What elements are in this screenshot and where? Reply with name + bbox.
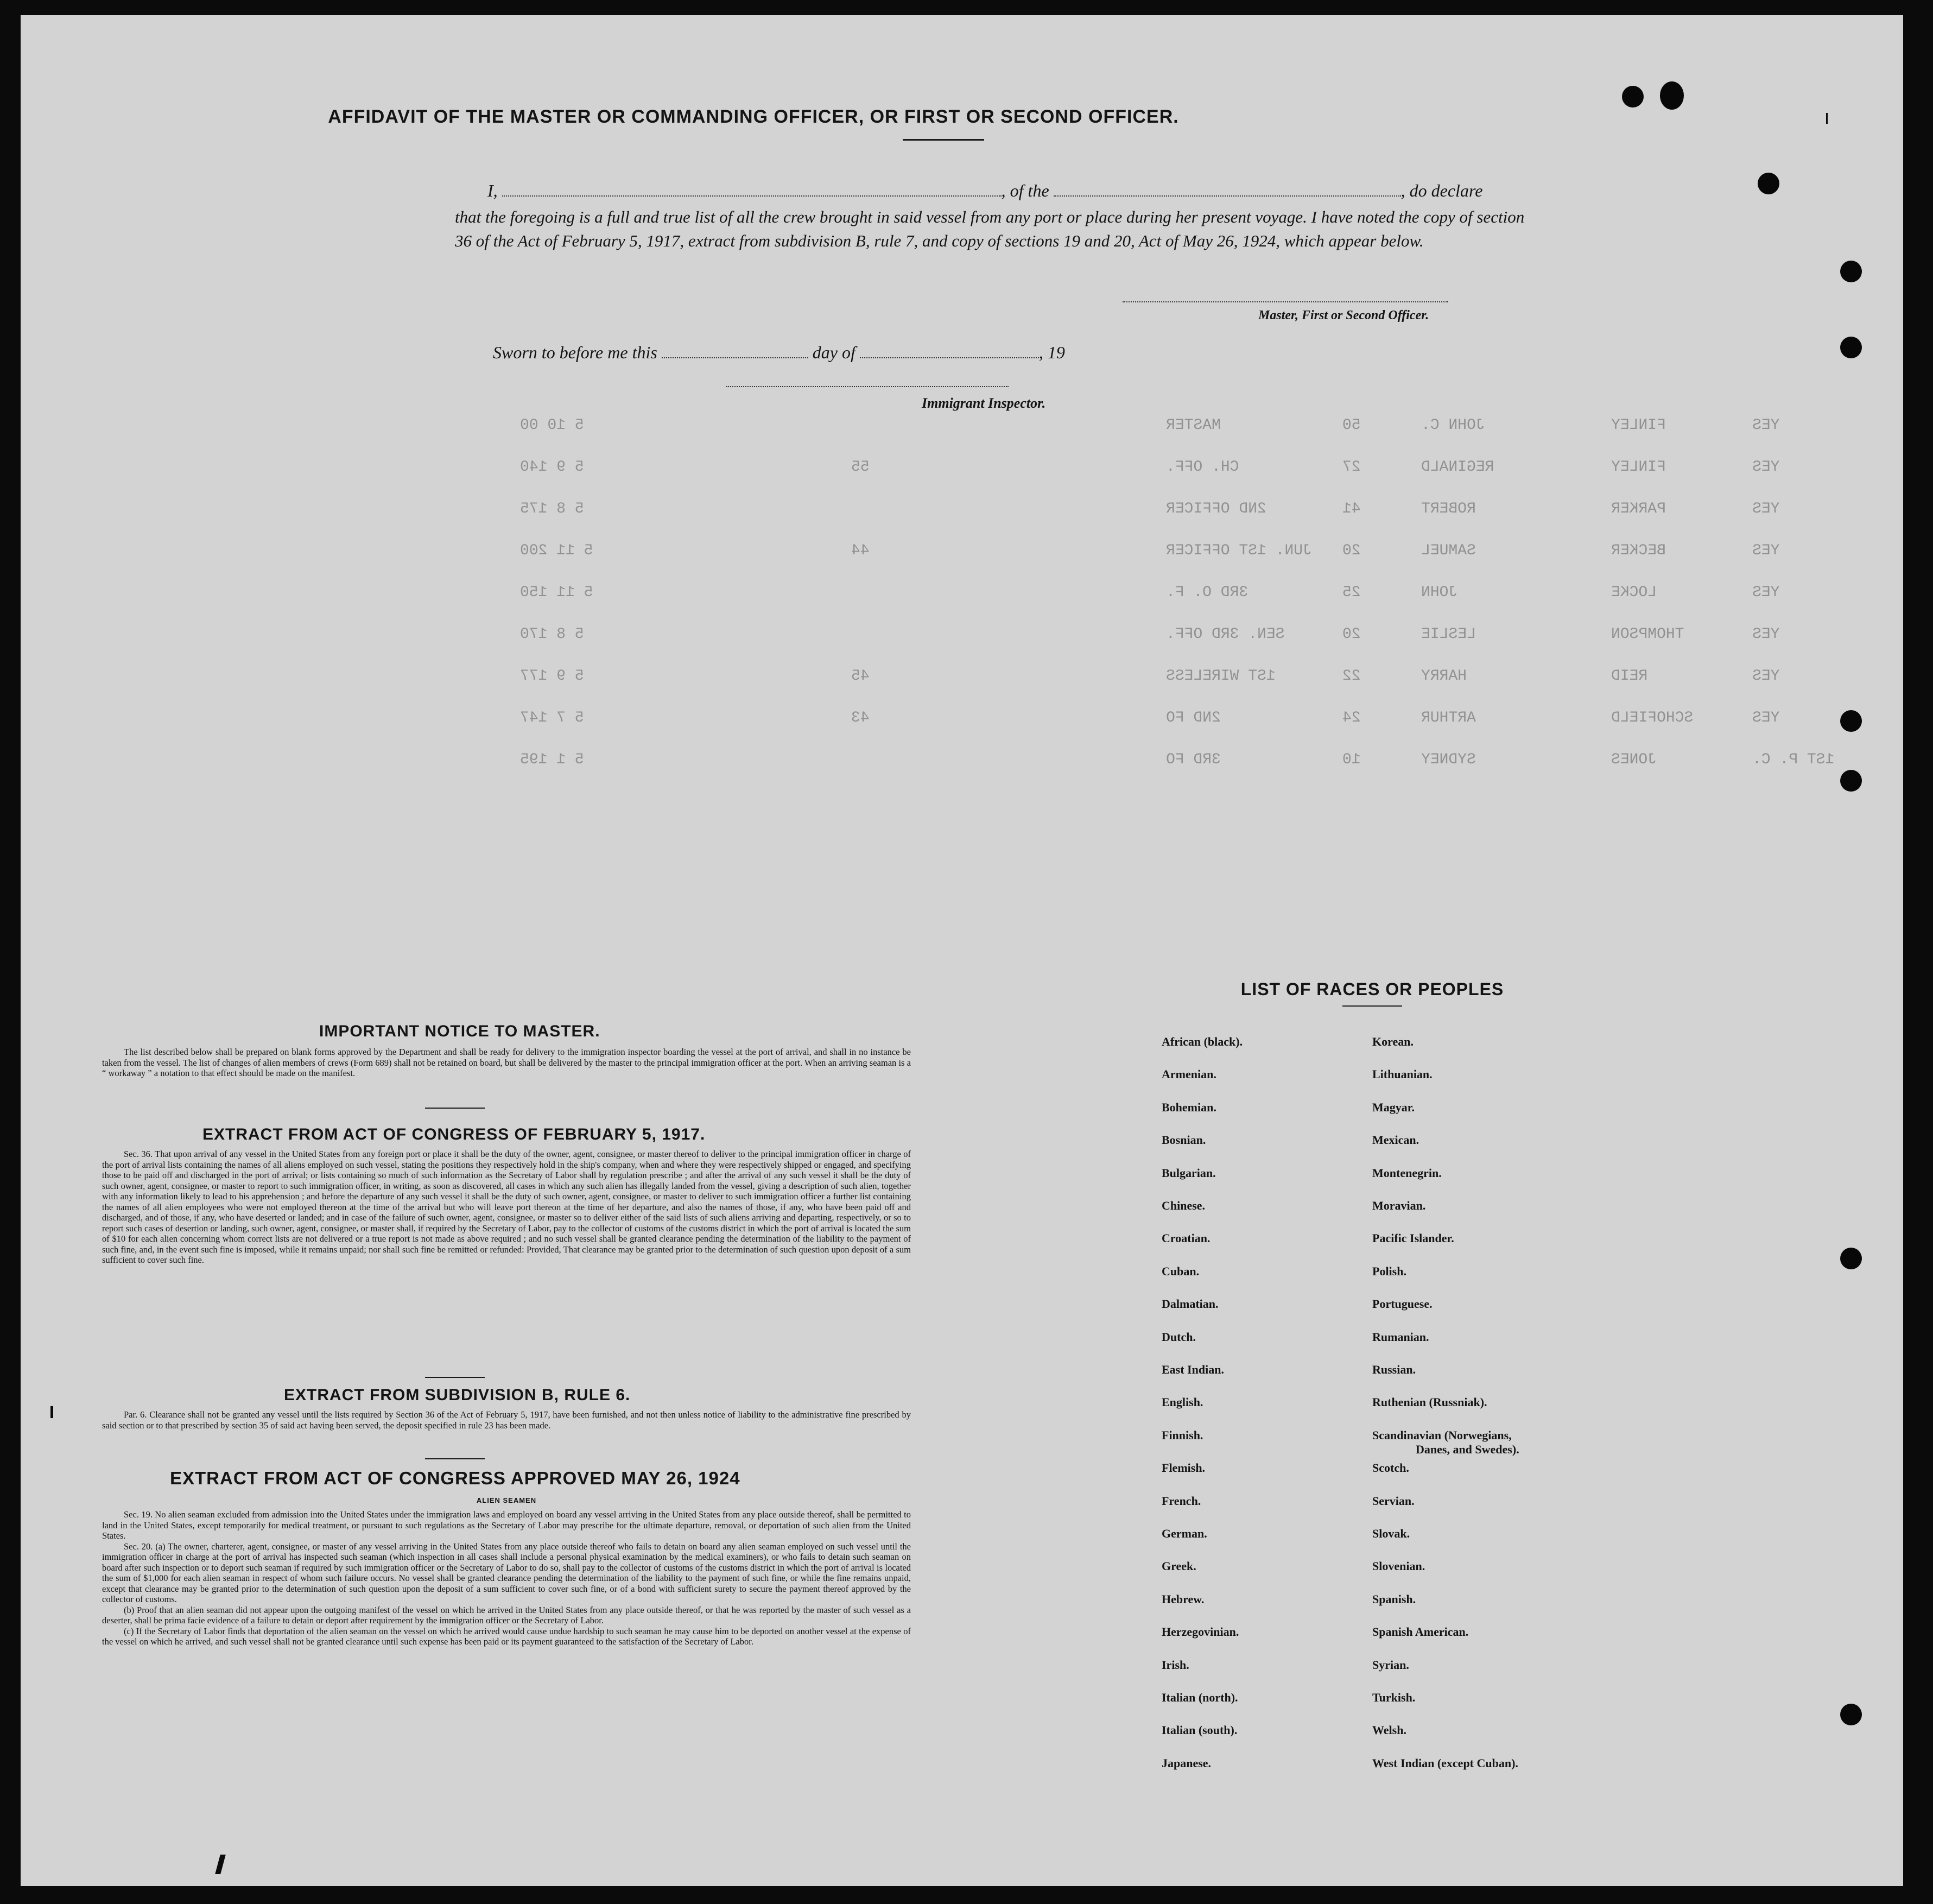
act-1917-paragraph: Sec. 36. That upon arrival of any vessel in the United States from any foreign port or place it shall be the duty of the owner, agent, consignee, or master thereof to deliver to the principal immigration officer in charge of the port of arrival lists containing the names of all aliens employed on such vessel, stating the positions they respectively hold in the ship's company, when and where they were respectively shipped or engaged, and specifying those to be paid off and discharged in the port of arrival; or lists containing so much of such information as the Secretary of Labor shall by regulation prescribe ; and after the arrival of any such vessel it shall be the duty of such owner, agent, consignee, or master to report to such immigration officer, in writing, as soon as discovered, all cases in which any such alien has illegally landed from the vessel, giving a description of such alien, together with any information likely to lead to his apprehension ; and before the departure of any such vessel it shall be the duty of such owner, agent, consignee, or master to deliver to such immigration officer a further list containing the names of all alien employees who were not employed thereon at the time of the arrival but who will leave port thereon at the time of her departure, and also the names of those, if any, who have been paid off and discharged, and of those, if any, who have deserted or landed; and in case of the failure of such owner, agent, consignee, or master so to deliver either of the said lists of such aliens arriving and departing, respectively, or so to report such cases of desertion or landing, such owner, agent, consignee, or master shall, if required by the Secretary of Labor, pay to the collector of customs of the customs district in which the port of arrival is located the sum of $10 for each alien concerning whom correct lists are not delivered or a true report is not made as above required ; and no such vessel shall be granted clearance pending the determination of the liability to the payment of such fine, and, in the event such fine is imposed, while it remains unpaid; nor shall such fine be remitted or refunded: Provided, That clearance may be granted prior to the determination of such question upon deposit of a sum sufficient to cover such fine. [102, 1149, 911, 1265]
act-1924-sec-20a: Sec. 20. (a) The owner, charterer, agent, consignee, or master of any vessel arriving in the United States from any place outside thereof who fails to detain on board any alien seaman employed on such vessel until the immigration officer in charge at the port of arrival has inspected such seaman (which inspection in all cases shall include a personal physical examination by the medical examiners), or who fails to detain such seaman on board after such inspection or to deport such seaman if required by such immigration officer or the Secretary of Labor to do so, shall pay to the collector of customs of the customs district in which the port of arrival is located the sum of $1,000 for each alien seaman in respect of whom such failure occurs. No vessel shall be granted clearance pending the determination of the liability to the payment of such fine, or while the fine remains unpaid, except that clearance may be granted prior to the determination of such question upon the deposit of a sum sufficient to cover such fine, or of a bond with sufficient surety to secure the payment thereof approved by the collector of customs. [102, 1541, 911, 1604]
bleed-through-cell: FINLEY [1611, 417, 1666, 434]
race-item: German. [1162, 1527, 1207, 1540]
race-item: Italian (north). [1162, 1691, 1238, 1704]
bleed-through-cell: YES [1752, 417, 1780, 434]
bleed-through-cell: 25 [1342, 584, 1361, 601]
ink-mark [50, 1406, 53, 1418]
bleed-through-cell: 43 [851, 710, 870, 726]
race-item: Spanish American. [1372, 1625, 1469, 1639]
bleed-through-cell: ARTHUR [1421, 710, 1476, 726]
declaration-of-the: , of the [1001, 181, 1049, 200]
day-blank-field[interactable] [662, 357, 808, 358]
punch-hole [1758, 173, 1779, 194]
bleed-through-cell: SYDNEY [1421, 751, 1476, 768]
race-item: Slovak. [1372, 1527, 1410, 1540]
race-item: Polish. [1372, 1264, 1406, 1278]
punch-hole [1840, 337, 1862, 358]
bleed-through-cell: YES [1752, 542, 1780, 559]
bleed-through-cell: SEN. 3RD OFF. [1166, 626, 1285, 643]
bleed-through-cell: JOHN C. [1421, 417, 1485, 434]
race-item: Syrian. [1372, 1658, 1409, 1672]
sworn-day-of: day of [812, 343, 855, 362]
race-item: Bosnian. [1162, 1133, 1206, 1147]
bleed-through-cell: 5 9 140 [520, 459, 584, 476]
bleed-through-cell: 3RD FO [1166, 751, 1221, 768]
punch-hole [1622, 86, 1644, 107]
bleed-through-cell: 5 11 200 [520, 542, 593, 559]
punch-hole [1840, 710, 1862, 732]
bleed-through-cell: YES [1752, 501, 1780, 517]
month-blank-field[interactable] [860, 357, 1039, 358]
bleed-through-cell: 5 11 150 [520, 584, 593, 601]
rule-6-text [102, 1409, 911, 1431]
race-item: Bohemian. [1162, 1100, 1216, 1114]
bleed-through-cell: REGINALD [1421, 459, 1494, 476]
punch-hole [1840, 261, 1862, 282]
signature-blank-field[interactable] [1123, 301, 1448, 302]
race-item: Mexican. [1372, 1133, 1419, 1147]
bleed-through-cell: LESLIE [1421, 626, 1476, 643]
notice-text [102, 1047, 911, 1079]
bleed-through-cell: 24 [1342, 710, 1361, 726]
bleed-through-cell: 41 [1342, 501, 1361, 517]
bleed-through-cell: JONES [1611, 751, 1657, 768]
bleed-through-cell: YES [1752, 459, 1780, 476]
race-item: Slovenian. [1372, 1559, 1425, 1573]
race-item: Scandinavian (Norwegians, [1372, 1428, 1512, 1442]
sworn-prefix: Sworn to before me this [493, 343, 657, 362]
bleed-through-cell: PARKER [1611, 501, 1666, 517]
bleed-through-cell: 2ND OFFICER [1166, 501, 1266, 517]
punch-hole [1660, 81, 1684, 110]
race-item: Chinese. [1162, 1199, 1206, 1212]
manifest-page [21, 15, 1903, 1886]
vessel-blank-field[interactable] [1054, 195, 1401, 197]
affidavit-title: AFFIDAVIT OF THE MASTER OR COMMANDING OFFICER, OR FIRST OR SECOND OFFICER. [328, 106, 1179, 127]
punch-hole [1840, 1248, 1862, 1269]
bleed-through-cell: 20 [1342, 626, 1361, 643]
bleed-through-cell: YES [1752, 626, 1780, 643]
bleed-through-cell: ROBERT [1421, 501, 1476, 517]
bleed-through-cell: 1ST P. C. [1752, 751, 1835, 768]
race-item: Lithuanian. [1372, 1067, 1433, 1081]
bleed-through-cell: CH. OFF. [1166, 459, 1239, 476]
bleed-through-cell: MASTER [1166, 417, 1221, 434]
race-item: Welsh. [1372, 1723, 1406, 1737]
bleed-through-cell: 3RD O. F. [1166, 584, 1248, 601]
act-1924-sec-19: Sec. 19. No alien seaman excluded from admission into the United States under the immigration laws and employed on board any vessel arriving in the United States from any place outside thereof, shall be permitted to land in the United States, except temporarily for medical treatment, or pursuant to such regulations as the Secretary of Labor may prescribe for the ultimate departure, removal, or deportation of such alien from the United States. [102, 1509, 911, 1541]
declaration-i: I, [487, 181, 498, 200]
bleed-through-cell: 5 9 177 [520, 668, 584, 685]
race-item: West Indian (except Cuban). [1372, 1756, 1518, 1770]
race-item: Portuguese. [1372, 1297, 1433, 1311]
race-item: Ruthenian (Russniak). [1372, 1395, 1487, 1409]
bleed-through-cell: 50 [1342, 417, 1361, 434]
bleed-through-cell: 22 [1342, 668, 1361, 685]
race-item: Finnish. [1162, 1428, 1203, 1442]
signature-caption: Master, First or Second Officer. [1258, 308, 1429, 322]
ink-mark [1826, 113, 1828, 124]
divider [903, 139, 984, 141]
race-item: English. [1162, 1395, 1203, 1409]
act-1924-sec-20c: (c) If the Secretary of Labor finds that deportation of the alien seaman on the vessel on which he arrived would cause undue hardship to such seaman he may cause him to be deported on another vessel at the expense of the vessel on which he arrived, and such vessel shall not be granted clearance until such expense has been paid or its payment guaranteed to the satisfaction of the Secretary of Labor. [102, 1625, 911, 1647]
race-item: Herzegovinian. [1162, 1625, 1239, 1639]
race-item: Servian. [1372, 1494, 1415, 1508]
bleed-through-cell: YES [1752, 584, 1780, 601]
act-1924-title: EXTRACT FROM ACT OF CONGRESS APPROVED MAY 26, 1924 [170, 1468, 740, 1488]
bleed-through-cell: SAMUEL [1421, 542, 1476, 559]
race-item: Spanish. [1372, 1592, 1416, 1606]
race-item: Bulgarian. [1162, 1166, 1216, 1180]
race-item: Cuban. [1162, 1264, 1200, 1278]
race-item: Scotch. [1372, 1461, 1409, 1475]
bleed-through-cell: 20 [1342, 542, 1361, 559]
affidavit-body: that the foregoing is a full and true list of all the crew brought in said vessel from any port or place during her present voyage. I have noted the copy of section 36 of the Act of February 5, 1917, extract from subdivision B, rule 7, and copy of sections 19 and 20, Act of May 26, 1924, which appear below. [455, 207, 1525, 250]
race-item: East Indian. [1162, 1363, 1224, 1376]
race-item: Croatian. [1162, 1231, 1210, 1245]
sworn-line [493, 343, 1065, 363]
race-item: Dalmatian. [1162, 1297, 1219, 1311]
act-1924-text [102, 1509, 911, 1647]
race-item: Italian (south). [1162, 1723, 1238, 1737]
race-item: African (black). [1162, 1035, 1243, 1048]
act-1924-sec-20b: (b) Proof that an alien seaman did not appear upon the outgoing manifest of the vessel on which he arrived in the United States from any place outside thereof, or that he was reported by the master of such vessel as a deserter, shall be prima facie evidence of a failure to detain or deport after requirement by the immigration officer or the Secretary of Labor. [102, 1604, 911, 1625]
race-item: Danes, and Swedes). [1416, 1442, 1519, 1456]
divider [425, 1108, 485, 1109]
bleed-through-cell: 45 [851, 668, 870, 685]
race-item: Armenian. [1162, 1067, 1216, 1081]
race-item: Magyar. [1372, 1100, 1415, 1114]
punch-hole [1840, 1704, 1862, 1725]
divider [425, 1458, 485, 1459]
bleed-through-cell: FINLEY [1611, 459, 1666, 476]
race-item: Montenegrin. [1372, 1166, 1442, 1180]
bleed-through-cell: 44 [851, 542, 870, 559]
bleed-through-cell: 2ND FO [1166, 710, 1221, 726]
bleed-through-cell: THOMPSON [1611, 626, 1684, 643]
alien-seamen-subhead: ALIEN SEAMEN [476, 1496, 537, 1504]
bleed-through-cell: SCHOFIELD [1611, 710, 1694, 726]
rule-6-title: EXTRACT FROM SUBDIVISION B, RULE 6. [284, 1386, 631, 1404]
race-item: Korean. [1372, 1035, 1414, 1048]
bleed-through-cell: 27 [1342, 459, 1361, 476]
ink-mark [215, 1855, 226, 1874]
declaration-line [487, 181, 1482, 201]
bleed-through-cell: REID [1611, 668, 1648, 685]
race-item: Japanese. [1162, 1756, 1212, 1770]
bleed-through-cell: 5 7 147 [520, 710, 584, 726]
bleed-through-cell: 10 [1342, 751, 1361, 768]
race-item: French. [1162, 1494, 1201, 1508]
rule-6-paragraph: Par. 6. Clearance shall not be granted any vessel until the lists required by Section 36 of the Act of February 5, 1917, have been furnished, and not then unless notice of liability to the administrative fine prescribed by said section or to that prescribed by section 35 of said act having been served, the deposit specified in rule 23 has been made. [102, 1409, 911, 1431]
bleed-through-cell: 5 1 195 [520, 751, 584, 768]
bleed-through-cell: YES [1752, 710, 1780, 726]
bleed-through-cell: YES [1752, 668, 1780, 685]
race-item: Greek. [1162, 1559, 1196, 1573]
bleed-through-cell: BECKER [1611, 542, 1666, 559]
bleed-through-cell: 55 [851, 459, 870, 476]
notice-paragraph: The list described below shall be prepared on blank forms approved by the Department and shall be ready for delivery to the immigration inspector boarding the vessel at the port of arrival, and shall in no instance be taken from the vessel. The list of changes of alien members of crews (Form 689) shall not be retained on board, but shall be delivered by the master to the principal immigration officer at the port. When an arriving seaman is a “ workaway ” a notation to that effect should be made on the manifest. [102, 1047, 911, 1078]
declaration-declare: , do declare [1400, 181, 1483, 200]
bleed-through-cell: HARRY [1421, 668, 1467, 685]
act-1917-text [102, 1149, 911, 1266]
bleed-through-cell: 5 8 170 [520, 626, 584, 643]
divider [425, 1377, 485, 1378]
notice-title: IMPORTANT NOTICE TO MASTER. [319, 1022, 600, 1040]
race-item: Dutch. [1162, 1330, 1196, 1344]
name-blank-field[interactable] [502, 195, 1002, 197]
bleed-through-cell: JOHN [1421, 584, 1458, 601]
act-1917-title: EXTRACT FROM ACT OF CONGRESS OF FEBRUARY 5, 1917. [202, 1125, 706, 1143]
races-title: LIST OF RACES OR PEOPLES [1240, 979, 1504, 999]
race-item: Flemish. [1162, 1461, 1206, 1475]
bleed-through-cell: 5 8 175 [520, 501, 584, 517]
inspector-blank-field[interactable] [726, 386, 1009, 387]
bleed-through-cell: JUN. 1ST OFFICER [1166, 542, 1312, 559]
bleed-through-cell: LOCKE [1611, 584, 1657, 601]
inspector-caption: Immigrant Inspector. [922, 395, 1046, 411]
race-item: Irish. [1162, 1658, 1189, 1672]
punch-hole [1840, 770, 1862, 792]
bleed-through-cell: 5 10 00 [520, 417, 584, 434]
race-item: Moravian. [1372, 1199, 1426, 1212]
race-item: Pacific Islander. [1372, 1231, 1454, 1245]
bleed-through-cell: 1ST WIRELESS [1166, 668, 1276, 685]
race-item: Hebrew. [1162, 1592, 1205, 1606]
sworn-year: , 19 [1038, 343, 1065, 362]
race-item: Rumanian. [1372, 1330, 1429, 1344]
race-item: Russian. [1372, 1363, 1416, 1376]
divider [1342, 1005, 1402, 1007]
race-item: Turkish. [1372, 1691, 1416, 1704]
